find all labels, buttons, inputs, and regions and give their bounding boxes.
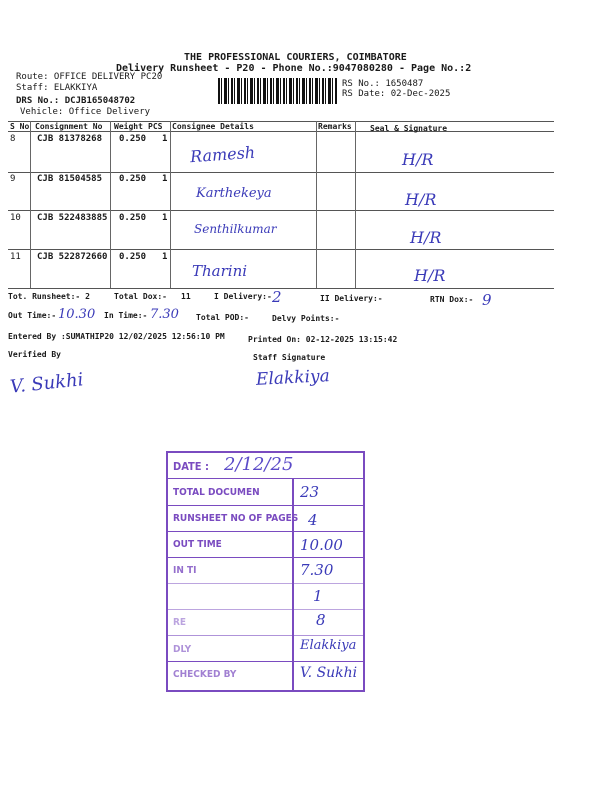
stamp-value: 1 [313, 587, 323, 605]
stamp-value: Elakkiya [300, 638, 357, 653]
total-dox-value: 11 [181, 292, 191, 301]
staff-signature-label: Staff Signature [253, 353, 326, 362]
stamp-value: 23 [300, 483, 320, 501]
col-seal: Seal & Signature [370, 124, 448, 133]
printed-on: Printed On: 02-12-2025 13:15:42 [248, 335, 398, 344]
row-sno: 8 [10, 134, 16, 144]
stamp-label: RE [173, 617, 187, 628]
staff-label: Staff: ELAKKIYA [16, 83, 98, 93]
row-consignment: CJB 81504585 [37, 174, 103, 184]
i-delivery-label: I Delivery:- [214, 292, 272, 301]
row-sno: 9 [10, 174, 16, 184]
col-weight: Weight [114, 122, 143, 131]
row-consignment: CJB 522483885 [37, 213, 108, 223]
drs-number: DRS No.: DCJB165048702 [16, 96, 136, 106]
row-consignment: CJB 81378268 [37, 134, 103, 144]
stamp-date-value: 2/12/25 [224, 454, 294, 475]
total-dox-label: Total Dox:- [114, 292, 167, 301]
stamp-value: 4 [308, 511, 318, 529]
rs-number: RS No.: 1650487 [342, 79, 424, 89]
company-name: THE PROFESSIONAL COURIERS, COIMBATORE [184, 52, 407, 63]
barcode [218, 78, 338, 104]
row-sno: 11 [10, 252, 21, 262]
stamp-label: CHECKED BY [173, 669, 237, 680]
entered-by: Entered By :SUMATHIP20 12/02/2025 12:56:10 PM [8, 332, 225, 341]
row-seal: H/R [414, 266, 446, 285]
stamp-value: 7.30 [300, 561, 334, 579]
col-consignment: Consignment No [35, 122, 103, 131]
total-pod-label: Total POD:- [196, 313, 249, 322]
row-consignee-sign: Karthekeya [196, 186, 272, 201]
rtn-dox-label: RTN Dox:- [430, 295, 474, 304]
row-pcs: 1 [162, 174, 168, 184]
row-seal: H/R [410, 228, 442, 247]
i-delivery-value: 2 [272, 288, 282, 306]
row-weight: 0.250 [119, 174, 147, 184]
stamp-value: 8 [316, 611, 326, 629]
row-consignment: CJB 522872660 [37, 252, 108, 262]
rtn-dox-value: 9 [482, 291, 492, 309]
route-label: Route: OFFICE DELIVERY PC20 [16, 72, 163, 82]
rs-date: RS Date: 02-Dec-2025 [342, 89, 451, 99]
row-consignee-sign: Senthilkumar [194, 222, 277, 236]
stamp-label: RUNSHEET NO OF PAGES [173, 513, 299, 524]
in-time-label: In Time:- [104, 311, 148, 320]
stamp-date-label: DATE : [173, 460, 209, 473]
office-stamp [166, 451, 365, 692]
verified-signature: V. Sukhi [9, 369, 85, 398]
stamp-label: TOTAL DOCUMEN [173, 487, 260, 498]
tot-runsheet: Tot. Runsheet:- 2 [8, 292, 90, 301]
row-seal: H/R [405, 190, 437, 209]
out-time-label: Out Time:- [8, 311, 57, 320]
out-time-value: 10.30 [58, 307, 96, 322]
col-remarks: Remarks [318, 122, 352, 131]
col-consignee: Consignee Details [172, 122, 254, 131]
stamp-label: IN TI [173, 565, 197, 576]
verified-by-label: Verified By [8, 350, 61, 359]
col-sno: S No [10, 122, 30, 131]
vehicle-label: Vehicle: Office Delivery [20, 107, 151, 117]
row-weight: 0.250 [119, 213, 147, 223]
row-weight: 0.250 [119, 252, 147, 262]
col-pcs: PCS [148, 122, 163, 131]
row-weight: 0.250 [119, 134, 147, 144]
in-time-value: 7.30 [150, 307, 179, 322]
staff-signature: Elakkiya [255, 366, 331, 390]
row-sno: 10 [10, 213, 21, 223]
row-seal: H/R [402, 150, 434, 169]
row-consignee-sign: Ramesh [189, 142, 256, 167]
runsheet-title: Delivery Runsheet - P20 - Phone No.:9047080280 - Page No.:2 [116, 63, 472, 74]
stamp-value: 10.00 [300, 536, 343, 554]
delvy-points-label: Delvy Points:- [272, 314, 340, 323]
row-pcs: 1 [162, 134, 168, 144]
row-pcs: 1 [162, 252, 168, 262]
ii-delivery-label: II Delivery:- [320, 294, 383, 303]
stamp-value: V. Sukhi [300, 665, 358, 681]
row-pcs: 1 [162, 213, 168, 223]
row-consignee-sign: Tharini [192, 262, 248, 280]
stamp-label: DLY [173, 644, 192, 655]
stamp-label: OUT TIME [173, 539, 222, 550]
